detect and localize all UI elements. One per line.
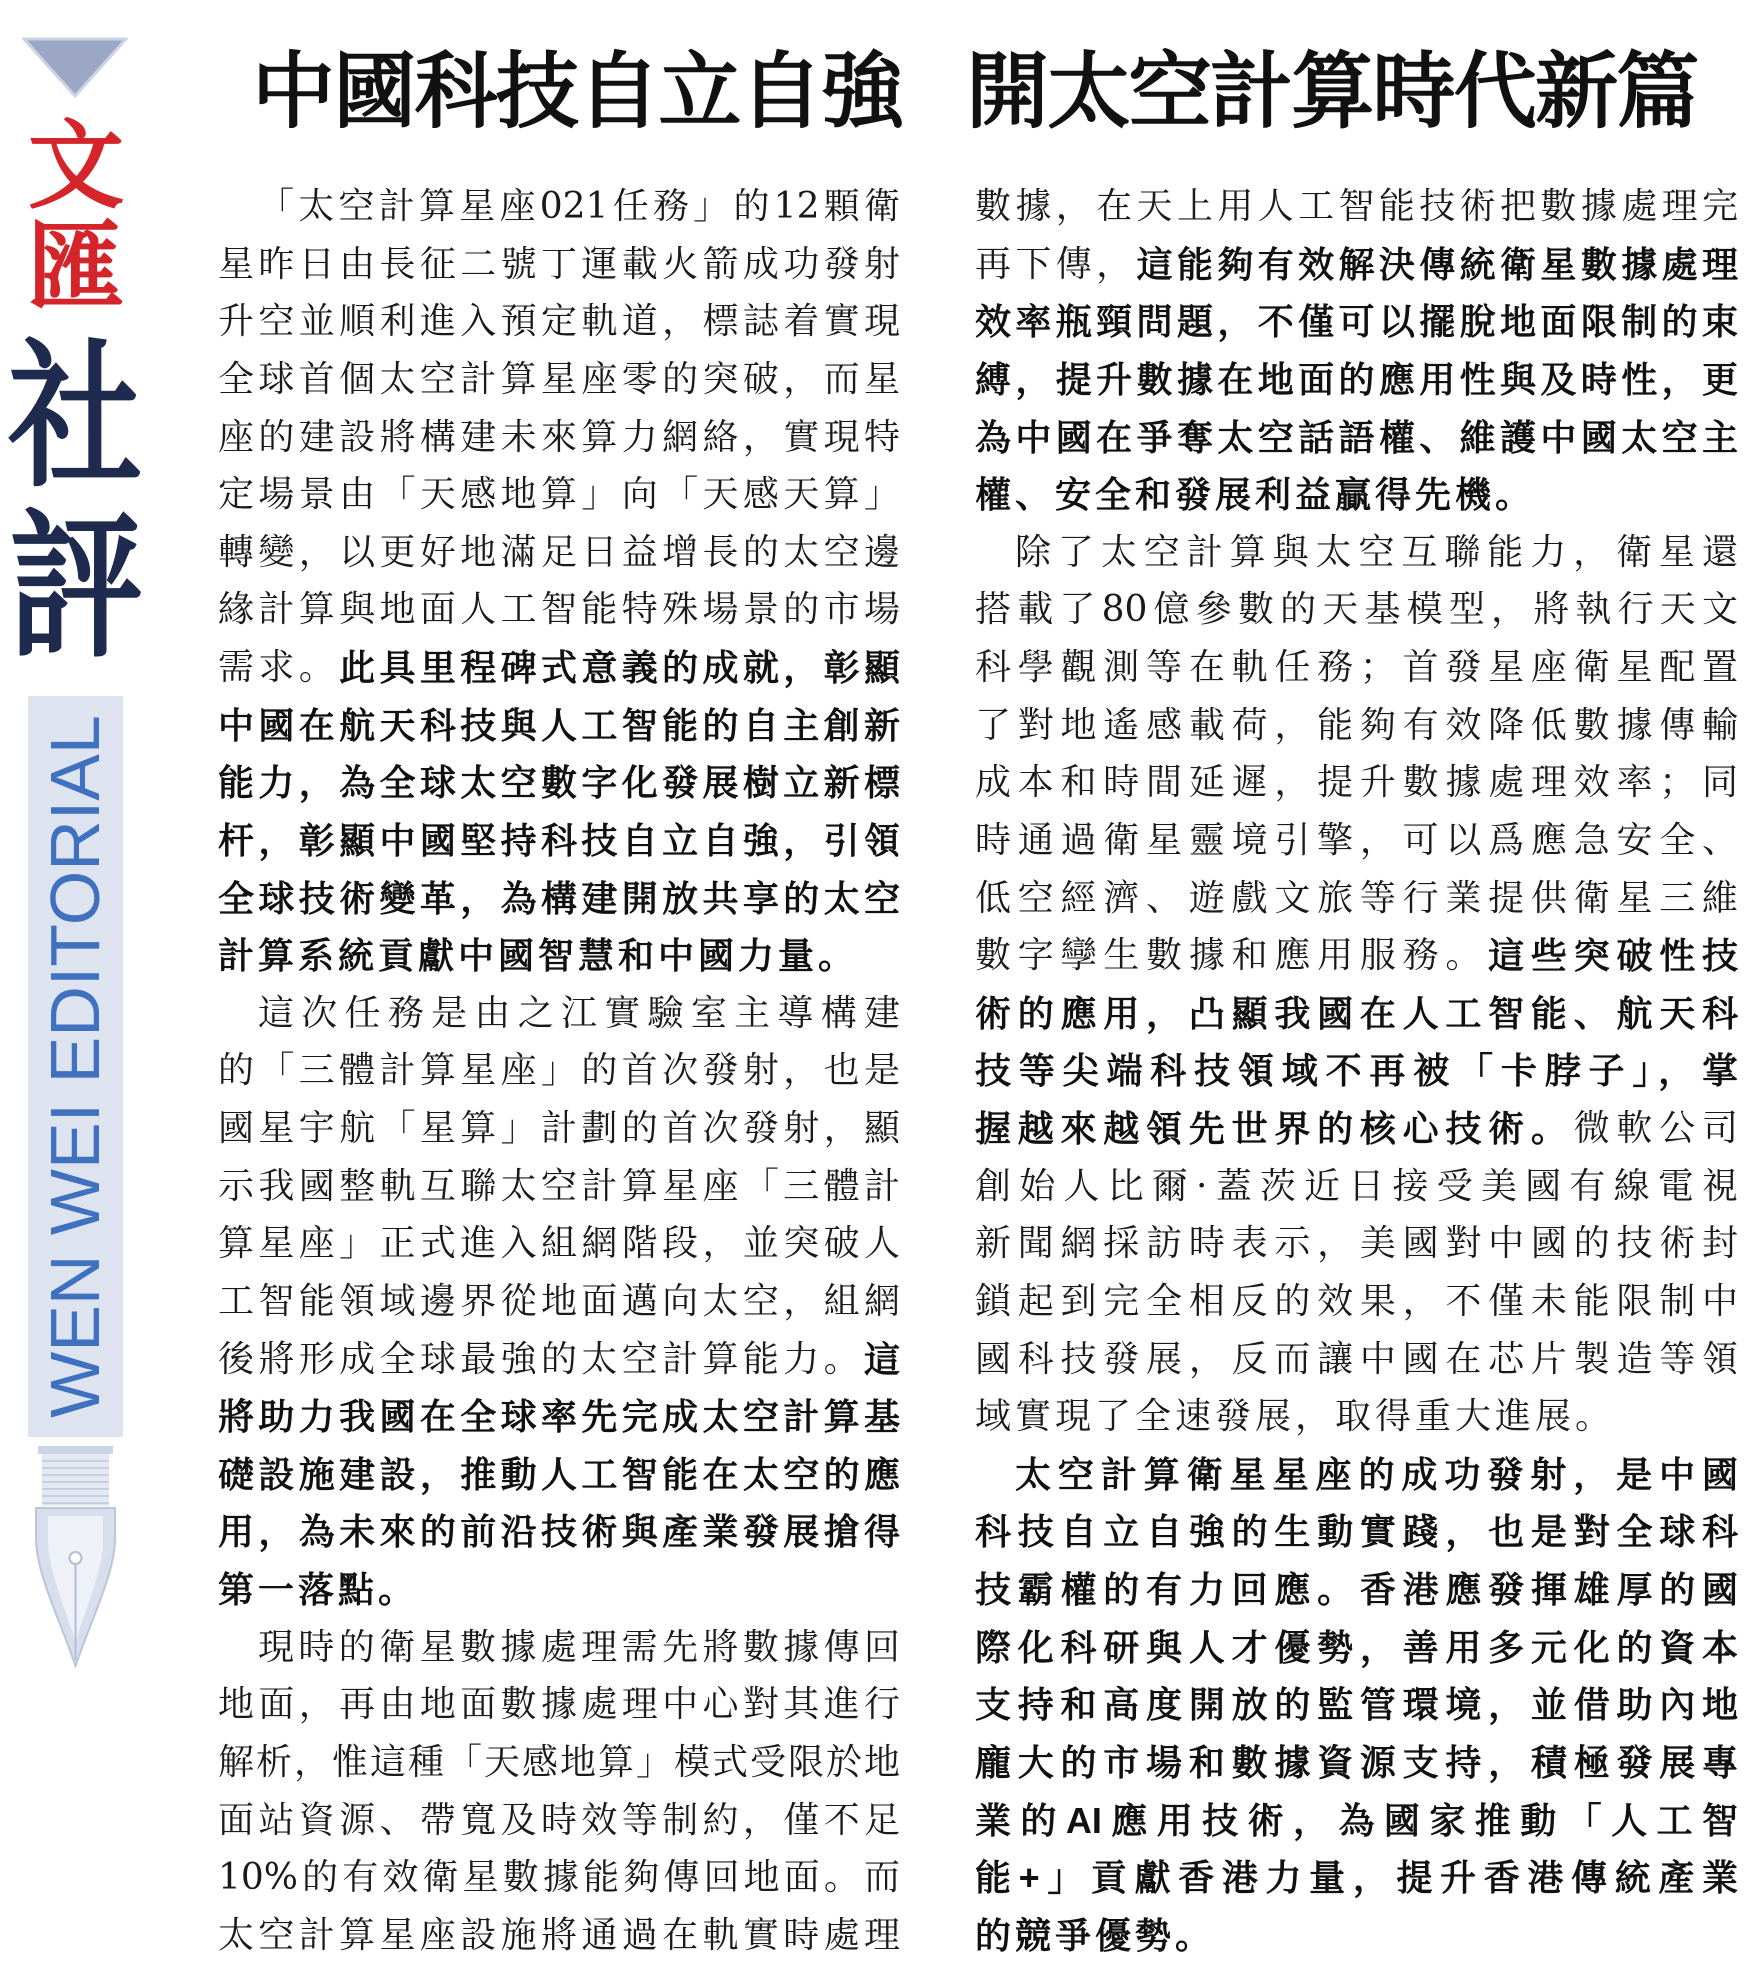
text-line bbox=[975, 1331, 1738, 1389]
emphasis-text: 杆，彰顯中國堅持科技自立自強，引領 bbox=[218, 819, 900, 861]
emphasis-text: 技霸權的有力回應。香港應發揮雄厚的國 bbox=[975, 1569, 1738, 1610]
text-line bbox=[975, 639, 1738, 697]
emphasis-text: 支持和高度開放的監管環境，並借助內地 bbox=[975, 1684, 1738, 1726]
pen-grip-ridges bbox=[42, 1461, 109, 1503]
text-line bbox=[218, 1215, 900, 1273]
emphasis-text: 縛，提升數據在地面的應用性與及時性，更 bbox=[975, 358, 1738, 400]
body-text: 「太空計算星座021任務」的12顆衛 bbox=[258, 186, 900, 227]
emphasis-text: 這能夠有效解決傳統衛星數據處理 bbox=[1136, 243, 1738, 285]
body-text: 低空經濟、遊戲文旅等行業提供衛星三維 bbox=[975, 877, 1738, 919]
text-line bbox=[975, 1734, 1738, 1792]
emphasis-text: 的競爭優勢。 bbox=[975, 1914, 1216, 1956]
text-line bbox=[975, 1619, 1738, 1677]
text-line bbox=[975, 1215, 1738, 1273]
text-line bbox=[218, 1388, 900, 1446]
text-line bbox=[975, 1907, 1738, 1965]
pen-nib-icon bbox=[28, 1446, 123, 1668]
text-line bbox=[975, 927, 1738, 985]
body-text: 全球首個太空計算星座零的突破，而星 bbox=[218, 358, 900, 400]
body-text: 座的建設將構建未來算力網絡，實現特 bbox=[218, 416, 900, 458]
body-text: 星昨日由長征二號丁運載火箭成功發射 bbox=[218, 243, 900, 285]
body-text: 地面，再由地面數據處理中心對其進行 bbox=[218, 1684, 900, 1726]
text-line bbox=[218, 409, 900, 467]
paragraph bbox=[218, 178, 900, 985]
emphasis-text: 能+」貢獻香港力量，提升香港傳統產業 bbox=[975, 1857, 1738, 1899]
body-text: 升空並順利進入預定軌道，標誌着實現 bbox=[218, 301, 900, 343]
text-line bbox=[975, 1100, 1738, 1158]
text-line bbox=[975, 581, 1738, 639]
body-text: 新聞網採訪時表示，美國對中國的技術封 bbox=[975, 1223, 1738, 1265]
text-line bbox=[218, 639, 900, 697]
body-text: 搭載了80億參數的天基模型，將執行天文 bbox=[975, 589, 1738, 631]
text-line bbox=[975, 1676, 1738, 1734]
text-line bbox=[975, 1273, 1738, 1331]
emphasis-text: 第一落點。 bbox=[218, 1569, 419, 1610]
text-line bbox=[975, 1792, 1738, 1850]
body-text: 的「三體計算星座」的首次發射，也是 bbox=[218, 1050, 900, 1092]
emphasis-text: 計算系統貢獻中國智慧和中國力量。 bbox=[218, 935, 859, 977]
paragraph bbox=[975, 524, 1738, 1446]
emphasis-text: 這 bbox=[863, 1338, 900, 1380]
text-line bbox=[975, 754, 1738, 812]
text-line bbox=[218, 524, 900, 582]
headline-part-2: 開太空計算時代新篇 bbox=[966, 42, 1698, 140]
text-line bbox=[218, 927, 900, 985]
text-line bbox=[975, 697, 1738, 755]
emphasis-text: 全球技術變革，為構建開放共享的太空 bbox=[218, 877, 900, 919]
text-line bbox=[218, 754, 900, 812]
text-line bbox=[218, 466, 900, 524]
emphasis-text: 科技自立自強的生動實踐，也是對全球科 bbox=[975, 1511, 1738, 1553]
paragraph bbox=[218, 985, 900, 1619]
body-text: 定場景由「天感地算」向「天感天算」 bbox=[218, 474, 900, 516]
text-line bbox=[218, 1561, 900, 1619]
text-line bbox=[975, 293, 1738, 351]
text-line bbox=[218, 1273, 900, 1331]
section-title-char: 社 bbox=[8, 322, 143, 510]
text-line bbox=[218, 870, 900, 928]
body-text: 創始人比爾·蓋茨近日接受美國有線電視 bbox=[975, 1165, 1738, 1207]
text-line bbox=[975, 1849, 1738, 1907]
body-text: 再下傳， bbox=[975, 243, 1137, 285]
emphasis-text: 此具里程碑式意義的成就，彰顯 bbox=[339, 647, 900, 688]
text-line bbox=[218, 1734, 900, 1792]
body-text: 工智能領域邊界從地面邁向太空，組網 bbox=[218, 1280, 900, 1322]
text-line bbox=[975, 1446, 1738, 1504]
text-line bbox=[218, 697, 900, 755]
emphasis-text: 將助力我國在全球率先完成太空計算基 bbox=[218, 1396, 900, 1438]
emphasis-text: 權、安全和發展利益贏得先機。 bbox=[975, 474, 1536, 516]
pen-nib-hole bbox=[70, 1552, 82, 1564]
body-text: 示我國整軌互聯太空計算星座「三體計 bbox=[218, 1165, 900, 1207]
text-line bbox=[975, 1503, 1738, 1561]
text-line bbox=[218, 236, 900, 294]
body-text: 除了太空計算與太空互聯能力，衛星還 bbox=[1015, 531, 1738, 573]
text-line bbox=[975, 1388, 1738, 1446]
paragraph bbox=[975, 178, 1738, 524]
text-line bbox=[975, 1042, 1738, 1100]
body-text: 這次任務是由之江實驗室主導構建 bbox=[258, 992, 900, 1034]
text-line bbox=[218, 1676, 900, 1734]
emphasis-text: 能力，為全球太空數字化發展樹立新標 bbox=[218, 762, 900, 804]
english-section-label: WEN WEI EDITORIAL bbox=[36, 715, 114, 1418]
body-text: 了對地遙感載荷，能夠有效降低數據傳輸 bbox=[975, 704, 1738, 746]
logo-char: 匯 bbox=[28, 210, 124, 323]
emphasis-text: 術的應用，凸顯我國在人工智能、航天科 bbox=[975, 992, 1738, 1034]
text-line bbox=[218, 1331, 900, 1389]
text-line bbox=[218, 1158, 900, 1216]
emphasis-text: 效率瓶頸問題，不僅可以擺脫地面限制的束 bbox=[975, 301, 1738, 343]
body-text: 國星宇航「星算」計劃的首次發射，顯 bbox=[218, 1108, 900, 1149]
text-line bbox=[218, 1100, 900, 1158]
text-line bbox=[218, 351, 900, 409]
text-column-2 bbox=[975, 178, 1738, 1964]
body-text: 鎖起到完全相反的效果，不僅未能限制中 bbox=[975, 1280, 1738, 1322]
text-line bbox=[218, 1849, 900, 1907]
text-line bbox=[975, 409, 1738, 467]
body-text: 10%的有效衛星數據能夠傳回地面。而 bbox=[218, 1857, 900, 1899]
body-text: 數據，在天上用人工智能技術把數據處理完 bbox=[975, 186, 1738, 227]
body-text: 面站資源、帶寬及時效等制約，僅不足 bbox=[218, 1799, 900, 1841]
text-line bbox=[975, 1561, 1738, 1619]
text-line bbox=[218, 293, 900, 351]
paragraph bbox=[218, 1619, 900, 1965]
paragraph bbox=[975, 1446, 1738, 1965]
body-text: 轉變，以更好地滿足日益增長的太空邊 bbox=[218, 531, 900, 573]
text-line bbox=[218, 1503, 900, 1561]
text-line bbox=[975, 812, 1738, 870]
english-label-band bbox=[28, 696, 123, 1437]
body-text: 時通過衛星靈境引擎，可以爲應急安全、 bbox=[975, 819, 1738, 861]
text-line bbox=[975, 524, 1738, 582]
body-text: 解析，惟這種「天感地算」模式受限於地 bbox=[218, 1741, 900, 1783]
text-line bbox=[218, 1619, 900, 1677]
text-line bbox=[975, 178, 1738, 236]
emphasis-text: 握越來越領先世界的核心技術。 bbox=[975, 1108, 1574, 1149]
text-line bbox=[218, 1792, 900, 1850]
text-line bbox=[218, 812, 900, 870]
emphasis-text: 中國在航天科技與人工智能的自主創新 bbox=[218, 704, 900, 746]
emphasis-text: 太空計算衛星星座的成功發射，是中國 bbox=[1015, 1453, 1738, 1495]
body-text: 後將形成全球最強的太空計算能力。 bbox=[218, 1338, 864, 1380]
body-text: 太空計算星座設施將通過在軌實時處理 bbox=[218, 1914, 900, 1956]
emphasis-text: 技等尖端科技領域不再被「卡脖子」，掌 bbox=[975, 1050, 1738, 1092]
text-line bbox=[218, 985, 900, 1043]
text-line bbox=[218, 178, 900, 236]
pen-holder-cap bbox=[38, 1446, 113, 1454]
body-text: 數字孿生數據和應用服務。 bbox=[975, 935, 1489, 977]
text-line bbox=[218, 1446, 900, 1504]
text-line bbox=[218, 1907, 900, 1965]
section-title-char: 評 bbox=[9, 492, 144, 680]
body-text: 算星座」正式進入組網階段，並突破人 bbox=[218, 1223, 900, 1265]
body-text: 域實現了全速發展，取得重大進展。 bbox=[975, 1396, 1616, 1438]
headline-part-1: 中國科技自立自強 bbox=[252, 42, 903, 140]
emphasis-text: 這些突破性技 bbox=[1488, 935, 1738, 977]
text-line bbox=[975, 466, 1738, 524]
body-text: 成本和時間延遲，提升數據處理效率；同 bbox=[975, 762, 1738, 804]
text-line bbox=[218, 1042, 900, 1100]
text-line bbox=[218, 581, 900, 639]
emphasis-text: 業的AI應用技術，為國家推動「人工智 bbox=[975, 1799, 1738, 1841]
emphasis-text: 際化科研與人才優勢，善用多元化的資本 bbox=[975, 1626, 1738, 1668]
body-text: 現時的衛星數據處理需先將數據傳回 bbox=[258, 1626, 900, 1668]
text-column-1 bbox=[218, 178, 900, 1964]
headline bbox=[0, 41, 1758, 141]
text-line bbox=[975, 236, 1738, 294]
body-text: 國科技發展，反而讓中國在芯片製造等領 bbox=[975, 1338, 1738, 1380]
emphasis-text: 礎設施建設，推動人工智能在太空的應 bbox=[218, 1453, 900, 1495]
logo-char: 文 bbox=[28, 109, 124, 222]
body-text: 緣計算與地面人工智能特殊場景的市場 bbox=[218, 589, 900, 631]
text-line bbox=[975, 1158, 1738, 1216]
text-line bbox=[975, 351, 1738, 409]
body-text: 需求。 bbox=[218, 647, 340, 688]
text-line bbox=[975, 870, 1738, 928]
text-line bbox=[975, 985, 1738, 1043]
emphasis-text: 用，為未來的前沿技術與產業發展搶得 bbox=[218, 1511, 900, 1553]
body-text: 科學觀測等在軌任務；首發星座衛星配置 bbox=[975, 647, 1738, 688]
emphasis-text: 為中國在爭奪太空話語權、維護中國太空主 bbox=[975, 416, 1738, 458]
body-text: 微軟公司 bbox=[1573, 1108, 1738, 1149]
emphasis-text: 龐大的市場和數據資源支持，積極發展專 bbox=[975, 1741, 1738, 1783]
